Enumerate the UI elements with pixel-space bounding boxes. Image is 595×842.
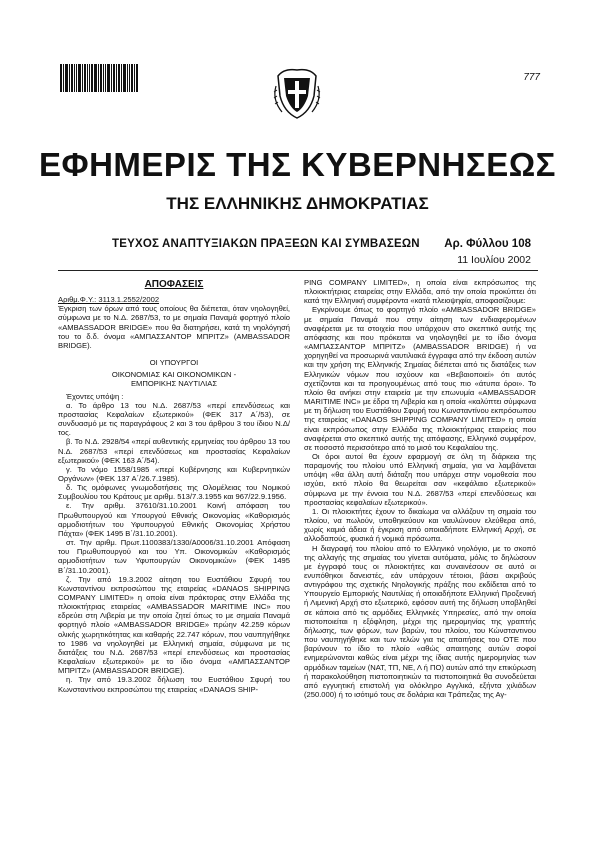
gazette-subtitle: ΤΗΣ ΕΛΛΗΝΙΚΗΣ ΔΗΜΟΚΡΑΤΙΑΣ <box>166 194 429 213</box>
ministers-heading: ΟΙ ΥΠΟΥΡΓΟΙ <box>149 358 199 368</box>
paragraph: στ. Την αριθμ. Πρωτ.1100383/1330/Α0006/31.10.2001 Απόφαση του Πρωθυπουργού και του Υπ. Οικονομικών «Καθορισμός αρμοδιοτήτων των Υφυπουργών Οικονομικών» (ΦΕΚ 1495 Β΄/31.10.2001). <box>58 538 290 575</box>
paragraph: Εγκρίνουμε όπως το φορτηγό πλοίο «AMBASSADOR BRIDGE» με σημαία Παναμά που στην αίτηση των ενδιαφερομένων αναφέρεται με τα στοιχεία που υπάρχουν στο σκεπτικό αυτής της απόφασης και που πρόκειται να νηολογηθεί με το ίδιο όνομα «ΑΜΠΑΣΣΑΝΤΟΡ ΜΠΡΙΤΖ» (AMBASSADOR BRIDGE) ή να χορηγηθεί να προσωρινά ναυτιλιακά έγγραφα από την έκδοση αυτών και την χρήση της Ελληνικής Σημαίας διέπεται από τις διατάξεις των Ελληνικών νόμων που ισχύουν και «Βεβαιοποιεί» ότι αυτός σχετίζονται και τα προηγουμένως από τους πιο «άτυπα όροι». Το πλοίο θα ανήκει στην εταιρεία με την επωνυμία «AMBASSADOR MARITIME INC» με έδρα τη Λιβερία και η οποία «καλύπτει σύμφωνα με τη δήλωση του Ευστάθιου Σφυρή του Κωνσταντίνου εκπρόσωπου της εταιρείας «DANAOS SHIPPING COMPANY LIMITED» η οποία είναι εκπρόσωπος στην Ελλάδα της πλοιοκτήτριας εταιρείας που αναφέρεται στο σκεπτικό αυτής της απόφασης, Ελληνικό συμφέρον, σε ποσοστό περισσότερο από το μισό του Κεφαλαίου της. <box>304 305 537 452</box>
considering-label: Έχοντες υπόψη : <box>66 391 124 401</box>
paragraph: ζ. Την από 19.3.2002 αίτηση του Ευστάθιου Σφυρή του Κωνσταντίνου εκπροσώπου της εταιρείας «DANAOS SHIPPING COMPANY LIMITED» η οποία είναι πράκτορας στην Ελλάδα της πλοιοκτήτριας εταιρείας «AMBASSADOR MARITIME INC» που εδρεύει στη Λιβερία με την οποία ζητεί όπως το με σημαία Παναμά φορτηγό πλοίο «AMBASSADOR BRIDGE» πρώην 42.259 κόρων ολικής χωρητικότητας και καθαρής 22.747 κόρων, που ναυπηγήθηκε το 1986 να νηολογηθεί με Ελληνική σημαία, σύμφωνα με τις διατάξεις του Ν.Δ. 2687/53 «περί επενδύσεως και προστασίας Κεφαλαίων εξωτερικού» με το ίδιο όνομα «ΑΜΠΑΣΣΑΝΤΟΡ ΜΠΡΙΤΖ» (AMBASSADOR BRIDGE). <box>58 574 290 676</box>
section-heading: ΑΠΟΦΑΣΕΙΣ <box>144 279 204 290</box>
sheet-number: Αρ. Φύλλου 108 <box>444 238 531 250</box>
greek-coat-of-arms-icon <box>270 66 324 120</box>
paragraph: Η διαγραφή του πλοίου από το Ελληνικό νηολόγιο, με το σκοπό της αλλαγής της σημαίας του γίνεται αυτόματα, μόλις το δηλώσουν με έγγραφό τους οι πλοιοκτήτες και συναινέσουν σε αυτό οι ενυπόθηκοι δανειστές, εάν υπάρχουν τέτοιοι, βάσει ακριβούς αντιγράφου της σχετικής Νηολογικής πράξης που εκδίδεται από το Υπουργείο Εμπορικής Ναυτιλίας ή οποιαδήποτε Ελληνική Προξενική ή Λιμενική Αρχή στο εξωτερικό, εφόσον αυτή της δήλωση υποβληθεί σε κάποια από τις αρμόδιες Ελληνικές Υπηρεσίες, από την οποία πιστοποιείται η εξόφληση, μέχρι της ημερομηνίας της γραπτής δήλωσης, των φόρων, των βαρών, του πλοίου, του Κώνσταντινου που ναυπηγήθηκε και των τελών για τις απαιτήσεις του ΟΤΕ που βαρύνουν το ίδιο το πλοίο «αθώς απαιτησης αυτών σοφοί ενημερώνονται καθώς είναι μέχρι της ίδιας αυτής ημερομηνίας των αρμόδιων ταμείων (ΝΑΤ, ΤΠ, ΝΕ, Λ ή ΠΟ) αυτών από την επικύρωση ή παρακολούθηση πιστοποιητικών τα πιστοποιητικά θα συνοδεύεται από εγγυητική επιστολή για ολόκληρο Αγγλικά, εξήντα χιλιάδων (250.000) ή το ισότιμό τους σε δολάρια και Τράπεζας της Αγ- <box>304 543 536 700</box>
decision-summary: Έγκριση των όρων από τους οποίους θα διέπεται, όταν νηολογηθεί, σύμφωνα με το Ν.Δ. 2687/53, το με σημαία Παναμά φορτηγό πλοίο «AMBASSADOR BRIDGE» που θα διατηρήσει, κατά τη νηολόγησή του το δ.δ. όνομα «ΑΜΠΑΣΣΑΝΤΟΡ ΜΠΡΙΤΖ» (AMBASSADOR BRIDGE). <box>58 304 290 350</box>
paragraph: δ. Τις ομόφωνες γνωμοδοτήσεις της Ολομέλειας του Νομικού Συμβουλίου του Κράτους με αριθμ. 513/7.3.1955 και 967/22.9.1956. <box>58 483 290 502</box>
barcode-icon <box>60 64 146 92</box>
right-column <box>304 278 536 699</box>
paragraph: α. Το άρθρο 13 του Ν.Δ. 2687/53 «περί επενδύσεως και προστασίας Κεφαλαίων εξωτερικού» (ΦΕΚ 317 Α΄/53), σε συνδυασμό με τις παραγράφους 2 και 3 του άρθρου 3 του ίδιου Ν.Δ/τος. <box>58 400 290 438</box>
header-divider <box>58 270 538 271</box>
paragraph: ε. Την αριθμ. 37610/31.10.2001 Κοινή απόφαση του Πρωθυπουργού και Υπουργού Εθνικής Οικονομίας «Καθορισμός αρμοδιοτήτων του Υφυπουργού Εθνικής Οικονομίας Χρήστου Πάχτα» (ΦΕΚ 1495 Β΄/31.10.2001). <box>58 501 290 538</box>
paragraph: PING COMPANY LIMITED», η οποία είναι εκπρόσωπος της πλοιοκτήτριας εταιρείας στην Ελλάδα, από την οποία προκύπτει ότι κατά την Ελληνική συμφέροντα «κατά πλειοψηφία, αποφασίζουμε: <box>304 278 536 306</box>
issue-name: ΤΕΥΧΟΣ ΑΝΑΠΤΥΞΙΑΚΩΝ ΠΡΑΞΕΩΝ ΚΑΙ ΣΥΜΒΑΣΕΩΝ <box>112 238 420 250</box>
paragraph: β. Το Ν.Δ. 2928/54 «περί αυθεντικής ερμηνείας του άρθρου 13 του Ν.Δ. 2687/53 «περί επενδύσεως και προστασίας Κεφαλαίων εξωτερικού» (ΦΕΚ 163 Α΄/54). <box>58 437 290 465</box>
ministers-line-1: ΟΙΚΟΝΟΜΙΑΣ ΚΑΙ ΟΙΚΟΝΟΜΙΚΩΝ - <box>111 370 237 380</box>
paragraph: Οι όροι αυτοί θα έχουν εφαρμογή σε όλη τη διάρκεια της παραμονής του πλοίου υπό Ελληνική σημαία, για να λαμβάνεται υπόψη «θα άλλη αυτή διάταξη που υπάρχει στην νομοθεσία που ισχύει, εκτό πλοίο θα θεωρείται σαν «κεφάλαιο εξωτερικού» σύμφωνα με την έννοια του Ν.Δ. 2687/53 «περί επενδύσεως και προστασίας κεφαλαίων εξωτερικού». <box>304 451 536 507</box>
issue-date: 11 Ιουλίου 2002 <box>457 254 531 266</box>
ministers-line-2: ΕΜΠΟΡΙΚΗΣ ΝΑΥΤΙΛΙΑΣ <box>130 379 218 389</box>
paragraph: η. Την από 19.3.2002 δήλωση του Ευστάθιου Σφυρή του Κωνσταντίνου εκπροσώπου της εταιρείας «DANAOS SHIP- <box>58 675 290 694</box>
page-number: 777 <box>523 72 540 83</box>
gazette-title: ΕΦΗΜΕΡΙΣ ΤΗΣ ΚΥΒΕΡΝΗΣΕΩΣ <box>39 146 556 183</box>
decision-reference: Αριθμ.Φ.Υ.: 3113.1.2552/2002 <box>58 295 160 305</box>
paragraph: γ. Το νόμο 1558/1985 «περί Κυβέρνησης και Κυβερνητικών Οργάνων» (ΦΕΚ 137 Α΄/26.7.1985). <box>58 464 290 483</box>
left-column <box>58 278 290 694</box>
paragraph: 1. Οι πλοιοκτήτες έχουν το δικαίωμα να αλλάζουν τη σημαία του πλοίου, να πωλούν, υποθηκεύουν και ναυλώνουν ελεύθερα από, χωρίς καμιά άδεια ή έγκριση από οποιαδήποτε Ελληνική Αρχή, σε αλλοδαπούς, φυσικά ή νομικά πρόσωπα. <box>304 506 536 544</box>
